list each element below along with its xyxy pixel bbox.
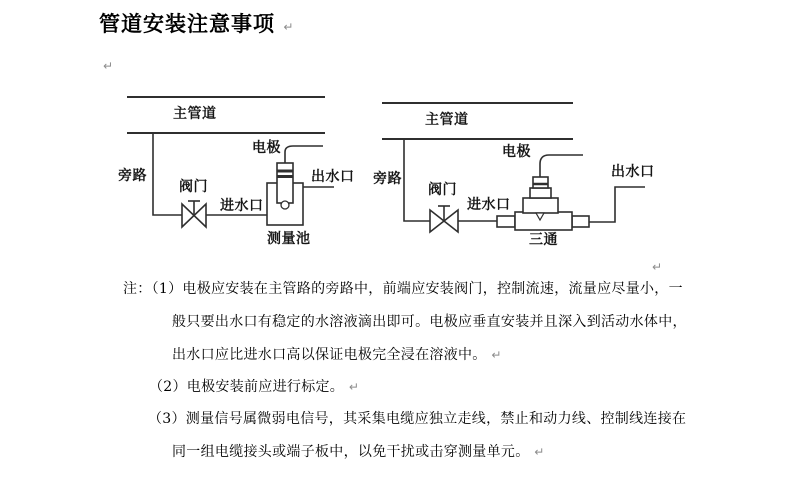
- note-line-5: （3）测量信号属微弱电信号，其采集电缆应独立走线，禁止和动力线、控制线连接在: [148, 411, 687, 427]
- right-outlet-pipe: [589, 187, 645, 222]
- right-valve-symbol: [430, 206, 458, 232]
- paragraph-mark-icon: ↵: [491, 348, 502, 362]
- paragraph-mark-icon: ↵: [103, 59, 114, 73]
- paragraph-mark-icon: ↵: [534, 445, 545, 459]
- left-outlet-label: 出水口: [311, 169, 355, 185]
- note-line-6-text: 同一组电缆接头或端子板中，以免干扰或击穿测量单元。: [172, 444, 530, 460]
- right-inlet-label: 进水口: [467, 197, 511, 213]
- note-line-6: [172, 444, 544, 460]
- right-electrode-label: 电极: [502, 144, 531, 160]
- left-electrode-label: 电极: [252, 140, 281, 156]
- paragraph-mark-icon: ↵: [283, 20, 294, 34]
- right-electrode-cable: [540, 155, 583, 177]
- left-valve-label: 阀门: [179, 179, 208, 195]
- right-bypass-pipe: [404, 139, 430, 221]
- note-line-4: [149, 379, 359, 395]
- left-inlet-label: 进水口: [220, 198, 264, 214]
- right-outlet-label: 出水口: [611, 164, 655, 180]
- note-line-4-text: （2）电极安装前应进行标定。: [149, 379, 345, 395]
- paragraph-mark-icon: ↵: [652, 260, 663, 274]
- paragraph-mark-icon: ↵: [348, 380, 359, 394]
- left-vessel-label: 测量池: [267, 231, 311, 247]
- note-line-3-text: 出水口应比进水口高以保证电极完全浸在溶液中。: [172, 347, 487, 363]
- left-bypass-pipe: [153, 133, 182, 215]
- note-line-1: 注：（1）电极应安装在主管路的旁路中，前端应安装阀门，控制流速，流量应尽量小，一: [123, 281, 683, 297]
- left-valve-symbol: [182, 201, 206, 227]
- right-tee-label: 三通: [529, 232, 558, 248]
- note-line-2: 般只要出水口有稳定的水溶液滴出即可。电极应垂直安装并且深入到活动水体中，: [172, 314, 687, 330]
- right-bypass-label: 旁路: [373, 171, 402, 187]
- note-line-3: [172, 347, 501, 363]
- page-title-text: 管道安装注意事项: [99, 11, 275, 36]
- left-bypass-label: 旁路: [118, 168, 147, 184]
- left-main-pipe-label: 主管道: [173, 106, 217, 122]
- right-valve-label: 阀门: [428, 182, 457, 198]
- right-main-pipe-label: 主管道: [425, 112, 469, 128]
- left-electrode-cable: [285, 146, 323, 163]
